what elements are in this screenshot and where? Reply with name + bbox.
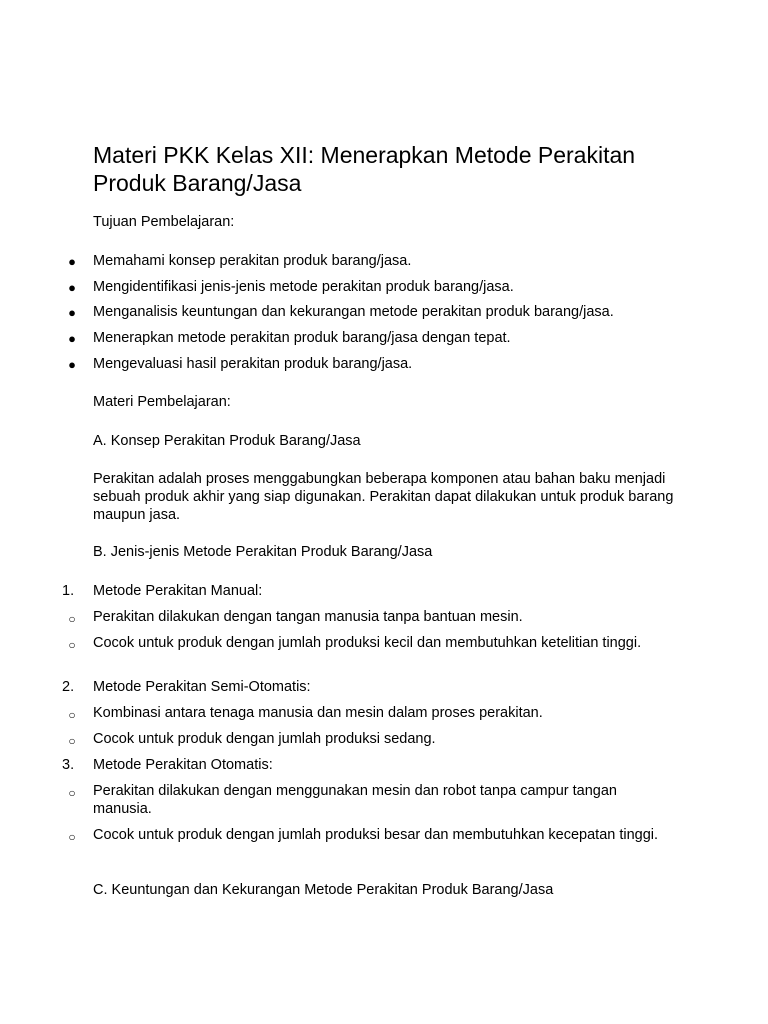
method-name: Metode Perakitan Manual:: [93, 583, 263, 599]
section-a-paragraph: Perakitan adalah proses menggabungkan beberapa komponen atau bahan baku menjadi sebuah produk akhir yang siap digunakan. Perakitan dapat dilakukan untuk produk barang maupun jasa.: [93, 471, 674, 523]
document-title: Materi PKK Kelas XII: Menerapkan Metode Perakitan Produk Barang/Jasa: [93, 142, 636, 196]
sub-bullet-icon: ○: [68, 612, 76, 626]
method-name: Metode Perakitan Otomatis:: [93, 757, 273, 773]
tujuan-item-text: Menganalisis keuntungan dan kekurangan metode perakitan produk barang/jasa.: [93, 304, 614, 320]
method-point-text: Perakitan dilakukan dengan menggunakan mesin dan robot tanpa campur tangan manusia.: [93, 783, 617, 817]
method-point-text: Cocok untuk produk dengan jumlah produksi besar dan membutuhkan kecepatan tinggi.: [93, 827, 659, 843]
method-number: 3.: [62, 757, 75, 773]
bullet-icon: ●: [68, 280, 76, 295]
method-point-text: Kombinasi antara tenaga manusia dan mesin dalam proses perakitan.: [93, 705, 543, 721]
tujuan-heading: Tujuan Pembelajaran:: [93, 214, 235, 230]
tujuan-item-text: Menerapkan metode perakitan produk barang/jasa dengan tepat.: [93, 330, 511, 346]
sub-bullet-icon: ○: [68, 708, 76, 722]
method-number: 1.: [62, 583, 75, 599]
sub-bullet-icon: ○: [68, 734, 76, 748]
bullet-icon: ●: [68, 357, 76, 372]
method-point-text: Cocok untuk produk dengan jumlah produksi sedang.: [93, 731, 436, 747]
bullet-icon: ●: [68, 254, 76, 269]
section-b-heading: B. Jenis-jenis Metode Perakitan Produk Barang/Jasa: [93, 544, 433, 560]
section-a-heading: A. Konsep Perakitan Produk Barang/Jasa: [93, 433, 361, 449]
tujuan-item-text: Memahami konsep perakitan produk barang/jasa.: [93, 253, 412, 269]
method-number: 2.: [62, 679, 75, 695]
tujuan-item-text: Mengidentifikasi jenis-jenis metode perakitan produk barang/jasa.: [93, 279, 514, 295]
method-name: Metode Perakitan Semi-Otomatis:: [93, 679, 311, 695]
bullet-icon: ●: [68, 331, 76, 346]
method-point-text: Perakitan dilakukan dengan tangan manusia tanpa bantuan mesin.: [93, 609, 523, 625]
sub-bullet-icon: ○: [68, 786, 76, 800]
sub-bullet-icon: ○: [68, 830, 76, 844]
tujuan-item-text: Mengevaluasi hasil perakitan produk barang/jasa.: [93, 356, 413, 372]
materi-heading: Materi Pembelajaran:: [93, 394, 231, 410]
method-point-text: Cocok untuk produk dengan jumlah produksi kecil dan membutuhkan ketelitian tinggi.: [93, 635, 642, 651]
sub-bullet-icon: ○: [68, 638, 76, 652]
section-c-heading: C. Keuntungan dan Kekurangan Metode Perakitan Produk Barang/Jasa: [93, 882, 554, 898]
bullet-icon: ●: [68, 305, 76, 320]
